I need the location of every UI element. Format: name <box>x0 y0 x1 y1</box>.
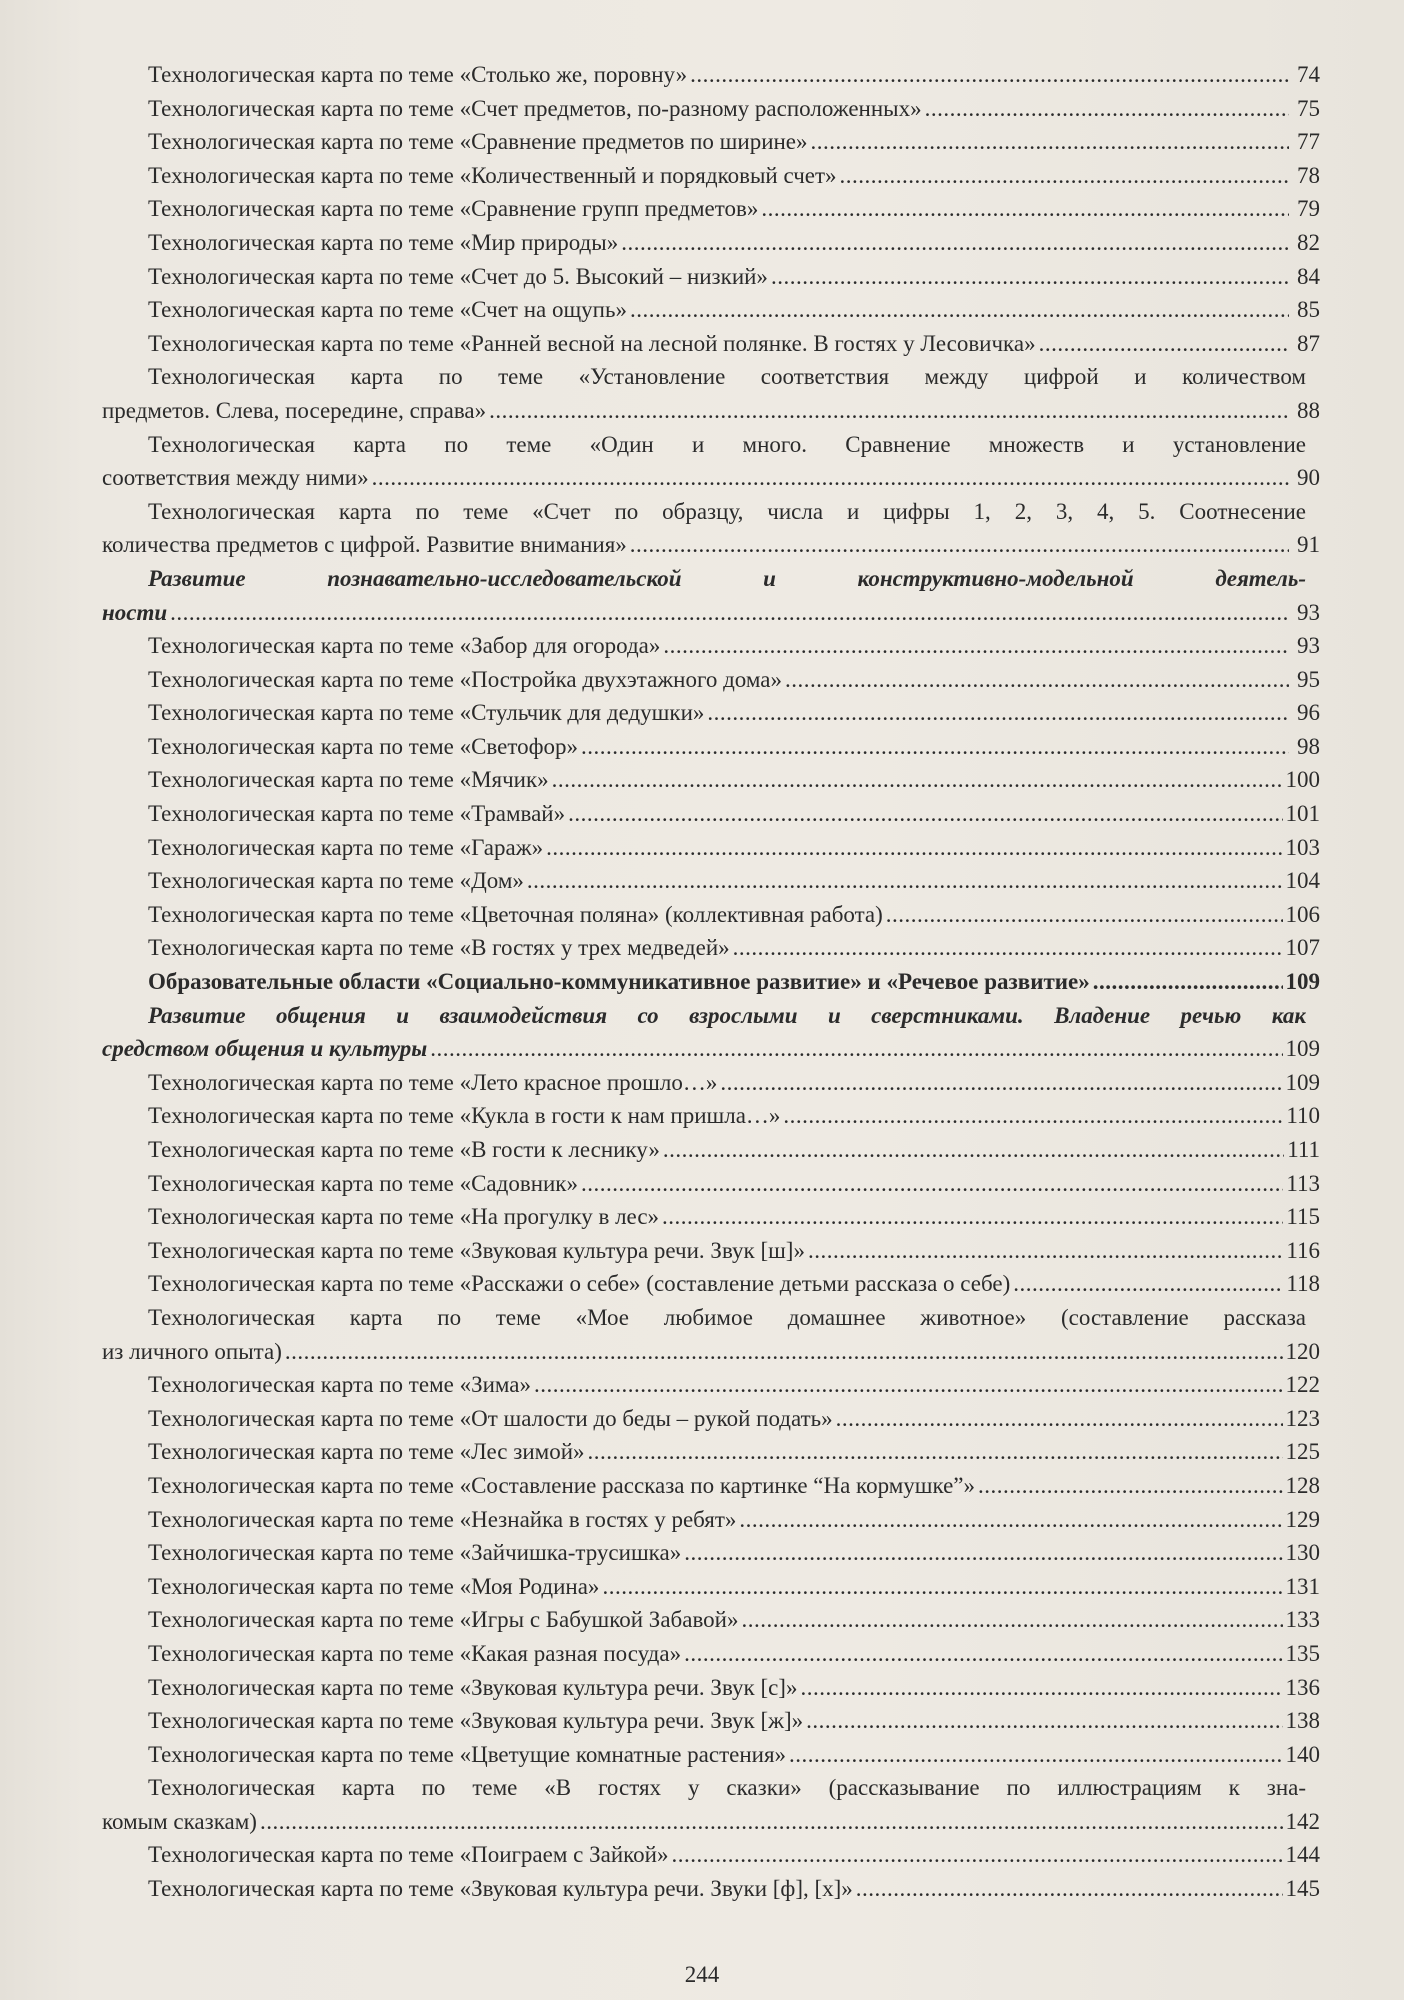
dot-leader <box>662 1200 1283 1234</box>
dot-leader <box>707 696 1289 730</box>
toc-entry <box>148 1167 1320 1201</box>
toc-entry <box>148 1603 1320 1637</box>
toc-entry <box>148 92 1320 126</box>
toc-entry-line2 <box>102 1805 1320 1839</box>
toc-entry <box>148 1402 1320 1436</box>
toc-entry-page: 109 <box>1285 1036 1320 1062</box>
toc-entry-page: 133 <box>1285 1607 1320 1633</box>
toc-entry-line1: Технологическая карта по теме «Один и много. Сравнение множеств и установление <box>148 431 1306 457</box>
toc-entry-title: Технологическая карта по теме «Мир природы» <box>148 229 619 255</box>
toc-entry-title: Технологическая карта по теме «Лето красное прошло…» <box>148 1069 718 1095</box>
toc-entry-title: Технологическая карта по теме «Незнайка в гостях у ребят» <box>148 1506 737 1532</box>
toc-entry-title: Технологическая карта по теме «Расскажи о себе» (составление детьми рассказа о себе) <box>148 1271 1011 1297</box>
toc-entry-line2 <box>102 394 1320 428</box>
toc-entry-page: 109 <box>1285 1069 1320 1095</box>
toc-entry-title: Технологическая карта по теме «Ранней весной на лесной полянке. В гостях у Лесовичка» <box>148 330 1036 356</box>
toc-entry-page: 79 <box>1297 196 1320 222</box>
toc-entry-title: Технологическая карта по теме «Садовник» <box>148 1170 578 1196</box>
toc-entry-page: 103 <box>1285 834 1320 860</box>
toc-entry-page: 136 <box>1285 1674 1320 1700</box>
toc-entry-title: Технологическая карта по теме «Звуковая культура речи. Звук [ш]» <box>148 1237 805 1263</box>
toc-entry-line1: Технологическая карта по теме «Установление соответствия между цифрой и количеством <box>148 364 1306 390</box>
toc-entry-title: Технологическая карта по теме «Сравнение предметов по ширине» <box>148 129 808 155</box>
toc-entry-page: 77 <box>1297 129 1320 155</box>
toc-entry <box>148 1536 1320 1570</box>
toc-entry-page: 107 <box>1285 935 1320 961</box>
toc-section-heading-line2 <box>102 1032 1320 1066</box>
toc-entry-title: Технологическая карта по теме «Столько же, поровну» <box>148 62 688 87</box>
dot-leader <box>170 596 1289 630</box>
dot-leader <box>811 125 1289 159</box>
toc-entry-page: 122 <box>1285 1372 1320 1398</box>
toc-entry <box>148 898 1320 932</box>
toc-entry <box>148 1503 1320 1537</box>
toc-entry <box>148 864 1320 898</box>
toc-entry-line2 <box>102 1335 1320 1369</box>
toc-entry-page: 75 <box>1297 95 1320 121</box>
toc-entry <box>148 831 1320 865</box>
dot-leader <box>260 1805 1283 1839</box>
toc-entry-title: Технологическая карта по теме «Стульчик для дедушки» <box>148 700 705 726</box>
toc-section-heading-line2 <box>102 596 1320 630</box>
toc-entry <box>148 730 1320 764</box>
toc-entry <box>148 1637 1320 1671</box>
toc-entry <box>148 1738 1320 1772</box>
toc-entry-title: Технологическая карта по теме «Счет до 5. Высокий – низкий» <box>148 263 768 289</box>
dot-leader <box>684 1536 1282 1570</box>
toc-entry-title: Технологическая карта по теме «Игры с Бабушкой Забавой» <box>148 1607 739 1633</box>
toc-entry-title: Технологическая карта по теме «Зайчишка-трусишка» <box>148 1540 682 1566</box>
dot-leader <box>527 864 1283 898</box>
toc-entry-title: Технологическая карта по теме «Мячик» <box>148 767 549 793</box>
toc-entry-page: 125 <box>1285 1439 1320 1465</box>
toc-entry-page: 111 <box>1287 1137 1320 1162</box>
table-of-contents <box>102 58 1320 1906</box>
toc-entry <box>148 192 1320 226</box>
toc-entry-title: Технологическая карта по теме «Постройка двухэтажного дома» <box>148 666 782 692</box>
toc-entry-page: 100 <box>1285 767 1320 793</box>
toc-entry <box>148 260 1320 294</box>
toc-entry <box>148 1234 1320 1268</box>
dot-leader <box>808 1234 1283 1268</box>
toc-section-heading <box>148 965 1320 999</box>
dot-leader <box>783 1099 1283 1133</box>
toc-entry <box>148 629 1320 663</box>
toc-entry-title: Технологическая карта по теме «Звуковая культура речи. Звук [с]» <box>148 1674 798 1700</box>
toc-entry <box>148 1368 1320 1402</box>
toc-entry-title: Технологическая карта по теме «Счет на ощупь» <box>148 297 627 323</box>
toc-entry-page: 82 <box>1297 229 1320 255</box>
toc-entry-title-continued: ности <box>102 599 168 625</box>
dot-leader <box>836 1402 1283 1436</box>
dot-leader <box>630 293 1289 327</box>
dot-leader <box>806 1704 1282 1738</box>
dot-leader <box>1093 965 1283 999</box>
toc-entry-page: 115 <box>1286 1204 1320 1230</box>
dot-leader <box>886 898 1283 932</box>
toc-entry-title-continued: из личного опыта) <box>102 1338 282 1364</box>
toc-entry-title: Технологическая карта по теме «Составление рассказа по картинке “На кормушке”» <box>148 1472 976 1498</box>
toc-entry-title-continued: комым сказкам) <box>102 1808 257 1834</box>
toc-section-heading-line1: Развитие общения и взаимодействия со взрослыми и сверстниками. Владение речью как <box>148 1002 1306 1028</box>
dot-leader <box>581 1167 1283 1201</box>
toc-entry-title: Технологическая карта по теме «Зима» <box>148 1372 532 1398</box>
toc-entry <box>148 1838 1320 1872</box>
toc-entry <box>148 1435 1320 1469</box>
toc-entry <box>148 696 1320 730</box>
toc-entry <box>148 58 1320 92</box>
dot-leader <box>739 1503 1282 1537</box>
toc-entry-page: 85 <box>1297 297 1320 323</box>
dot-leader <box>785 663 1289 697</box>
toc-entry-page: 113 <box>1286 1170 1320 1196</box>
toc-entry-page: 93 <box>1297 599 1320 625</box>
toc-entry <box>148 1570 1320 1604</box>
dot-leader <box>1039 327 1289 361</box>
toc-entry <box>148 327 1320 361</box>
dot-leader <box>684 1637 1282 1671</box>
toc-entry-page: 138 <box>1285 1708 1320 1734</box>
toc-entry-title-continued: средством общения и культуры <box>102 1036 428 1062</box>
dot-leader <box>546 831 1282 865</box>
dot-leader <box>978 1469 1282 1503</box>
dot-leader <box>690 58 1289 92</box>
toc-entry-title: Технологическая карта по теме «Трамвай» <box>148 801 566 827</box>
toc-entry-title: Технологическая карта по теме «Количественный и порядковый счет» <box>148 162 837 188</box>
dot-leader <box>588 1435 1283 1469</box>
toc-entry-title-continued: количества предметов с цифрой. Развитие внимания» <box>102 532 627 558</box>
toc-entry-line2 <box>102 528 1320 562</box>
toc-entry <box>148 1704 1320 1738</box>
dot-leader <box>840 159 1289 193</box>
toc-entry-title: Технологическая карта по теме «На прогулку в лес» <box>148 1204 660 1230</box>
toc-entry <box>148 1200 1320 1234</box>
toc-entry <box>148 1671 1320 1705</box>
toc-entry-page: 140 <box>1285 1741 1320 1767</box>
dot-leader <box>771 260 1289 294</box>
toc-entry-page: 145 <box>1285 1876 1320 1902</box>
toc-entry-title: Технологическая карта по теме «Звуковая культура речи. Звуки [ф], [х]» <box>148 1876 853 1902</box>
toc-entry <box>148 1099 1320 1133</box>
toc-entry-page: 84 <box>1297 263 1320 289</box>
toc-entry-page: 120 <box>1285 1338 1320 1364</box>
toc-entry-title: Технологическая карта по теме «Кукла в гости к нам пришла…» <box>148 1103 781 1129</box>
toc-entry-page: 91 <box>1297 532 1320 558</box>
dot-leader <box>552 763 1283 797</box>
toc-entry-page: 101 <box>1285 801 1320 827</box>
toc-entry-page: 74 <box>1297 62 1320 87</box>
toc-entry-page: 142 <box>1285 1808 1320 1834</box>
toc-entry-title-continued: соответствия между ними» <box>102 465 369 491</box>
toc-entry-page: 123 <box>1285 1405 1320 1431</box>
toc-entry-title: Технологическая карта по теме «Цветочная поляна» (коллективная работа) <box>148 901 883 927</box>
toc-entry-page: 87 <box>1297 330 1320 356</box>
toc-entry <box>148 1267 1320 1301</box>
toc-entry-title: Технологическая карта по теме «Лес зимой» <box>148 1439 585 1465</box>
dot-leader <box>741 1603 1282 1637</box>
dot-leader <box>789 1738 1282 1772</box>
toc-entry-title: Технологическая карта по теме «Сравнение групп предметов» <box>148 196 759 222</box>
toc-entry-page: 106 <box>1285 901 1320 927</box>
toc-entry-page: 135 <box>1285 1640 1320 1666</box>
toc-entry-title: Образовательные области «Социально-коммуникативное развитие» и «Речевое развитие» <box>148 969 1090 995</box>
dot-leader <box>285 1335 1283 1369</box>
toc-entry-title: Технологическая карта по теме «Забор для огорода» <box>148 633 661 659</box>
toc-entry-title: Технологическая карта по теме «В гости к леснику» <box>148 1137 660 1162</box>
toc-entry <box>148 125 1320 159</box>
dot-leader <box>733 931 1283 965</box>
toc-entry <box>148 663 1320 697</box>
toc-entry-page: 95 <box>1297 666 1320 692</box>
toc-entry <box>148 1469 1320 1503</box>
dot-leader <box>621 226 1289 260</box>
dot-leader <box>630 528 1289 562</box>
toc-entry-page: 88 <box>1297 397 1320 423</box>
toc-entry <box>148 293 1320 327</box>
toc-entry <box>148 931 1320 965</box>
toc-entry <box>148 226 1320 260</box>
toc-entry-title: Технологическая карта по теме «Светофор» <box>148 733 579 759</box>
dot-leader <box>430 1032 1282 1066</box>
dot-leader <box>602 1570 1282 1604</box>
dot-leader <box>671 1838 1282 1872</box>
toc-entry-title: Технологическая карта по теме «Цветущие комнатные растения» <box>148 1741 787 1767</box>
toc-entry <box>148 1872 1320 1906</box>
dot-leader <box>663 629 1289 663</box>
toc-entry-page: 131 <box>1285 1573 1320 1599</box>
toc-entry-title-continued: предметов. Слева, посередине, справа» <box>102 397 487 423</box>
dot-leader <box>761 192 1289 226</box>
toc-entry-page: 109 <box>1285 969 1320 995</box>
toc-entry-title: Технологическая карта по теме «Дом» <box>148 868 524 894</box>
toc-entry-page: 96 <box>1297 700 1320 726</box>
dot-leader <box>372 461 1289 495</box>
dot-leader <box>534 1368 1282 1402</box>
toc-entry-title: Технологическая карта по теме «Моя Родина» <box>148 1573 600 1599</box>
toc-section-heading-line1: Развитие познавательно-исследовательской и конструктивно-модельной деятель- <box>148 565 1306 591</box>
toc-entry-title: Технологическая карта по теме «От шалости до беды – рукой подать» <box>148 1405 833 1431</box>
dot-leader <box>925 92 1289 126</box>
toc-entry-line1: Технологическая карта по теме «Счет по образцу, числа и цифры 1, 2, 3, 4, 5. Соотнесение <box>148 498 1306 524</box>
toc-entry-page: 98 <box>1297 733 1320 759</box>
page-number: 244 <box>684 1962 720 1987</box>
toc-entry-line1: Технологическая карта по теме «Мое любимое домашнее животное» (составление рассказа <box>148 1304 1306 1330</box>
toc-entry-page: 104 <box>1285 868 1320 894</box>
toc-entry-page: 118 <box>1286 1271 1320 1297</box>
toc-entry-line2 <box>102 461 1320 495</box>
dot-leader <box>720 1066 1282 1100</box>
toc-entry-title: Технологическая карта по теме «Какая разная посуда» <box>148 1640 682 1666</box>
toc-entry-title: Технологическая карта по теме «Поиграем с Зайкой» <box>148 1842 669 1868</box>
toc-entry-line1: Технологическая карта по теме «В гостях у сказки» (рассказывание по иллюстрациям к зна- <box>148 1775 1306 1801</box>
toc-entry-page: 144 <box>1285 1842 1320 1868</box>
toc-entry <box>148 159 1320 193</box>
toc-entry <box>148 1133 1320 1167</box>
toc-entry-page: 78 <box>1297 162 1320 188</box>
toc-entry-title: Технологическая карта по теме «Счет предметов, по-разному расположенных» <box>148 95 922 121</box>
dot-leader <box>800 1671 1282 1705</box>
dot-leader <box>489 394 1289 428</box>
toc-entry <box>148 797 1320 831</box>
toc-entry-title: Технологическая карта по теме «В гостях у трех медведей» <box>148 935 730 961</box>
toc-entry-page: 130 <box>1285 1540 1320 1566</box>
toc-entry-page: 110 <box>1286 1103 1320 1129</box>
toc-entry-page: 90 <box>1297 465 1320 491</box>
toc-entry-page: 116 <box>1286 1237 1320 1263</box>
toc-entry-page: 129 <box>1285 1506 1320 1532</box>
toc-entry-title: Технологическая карта по теме «Гараж» <box>148 834 544 860</box>
dot-leader <box>856 1872 1283 1906</box>
toc-entry-title: Технологическая карта по теме «Звуковая культура речи. Звук [ж]» <box>148 1708 804 1734</box>
toc-entry-page: 128 <box>1285 1472 1320 1498</box>
dot-leader <box>1013 1267 1283 1301</box>
dot-leader <box>581 730 1289 764</box>
dot-leader <box>663 1133 1284 1167</box>
dot-leader <box>568 797 1282 831</box>
toc-entry-page: 93 <box>1297 633 1320 659</box>
toc-entry <box>148 1066 1320 1100</box>
toc-entry <box>148 763 1320 797</box>
